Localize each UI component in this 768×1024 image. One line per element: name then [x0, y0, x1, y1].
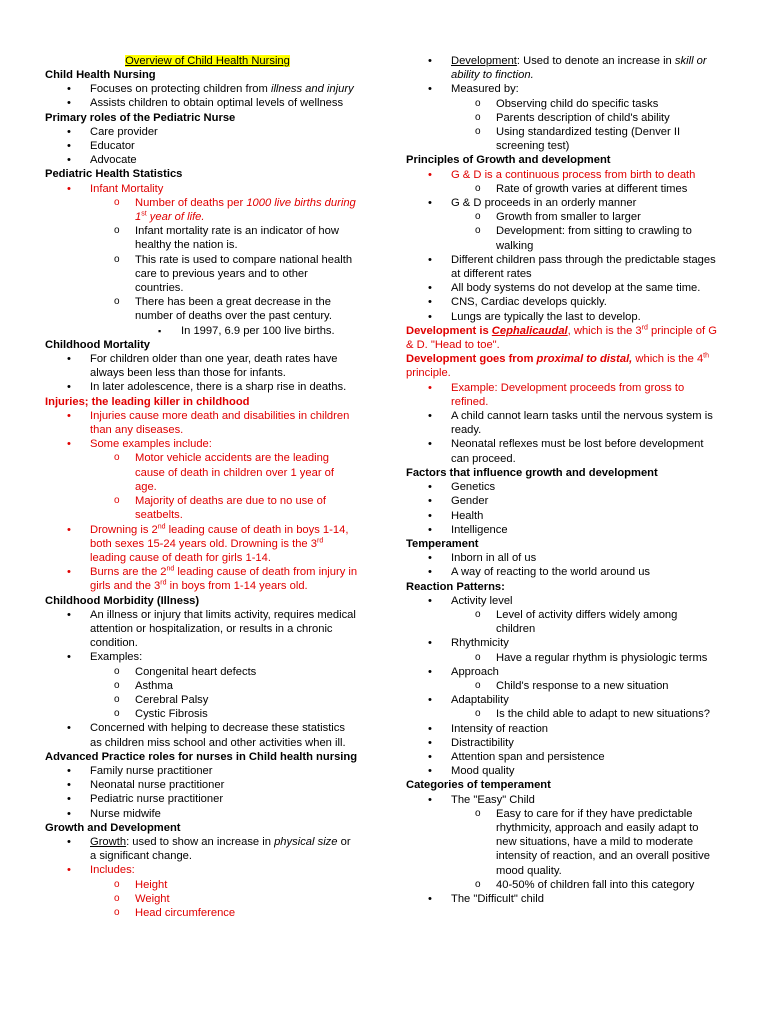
- text-run: as children miss school and other activities when ill.: [90, 736, 346, 749]
- bullet-item: [406, 665, 726, 679]
- text-run: Growth and Development: [45, 821, 181, 834]
- text-run: rd: [160, 579, 167, 587]
- bullet-item: [45, 792, 370, 806]
- sub-bullet-item: [45, 707, 370, 721]
- left-column: [45, 54, 370, 920]
- text-run: Attention span and persistence: [451, 750, 605, 763]
- section-heading: [45, 167, 370, 181]
- bullet-item: [45, 608, 370, 622]
- text-run: leading cause of death from injury in: [174, 566, 358, 579]
- bullet-item: [406, 54, 726, 68]
- bullet-item: [45, 565, 370, 579]
- text-run: condition.: [90, 637, 138, 650]
- bullet-continuation: [45, 551, 370, 565]
- bullet-item: [406, 310, 726, 324]
- bullet-item: [45, 807, 370, 821]
- text-run: Injuries; the leading killer in childhood: [45, 395, 250, 408]
- text-run: Measured by:: [451, 83, 519, 96]
- text-run: st: [141, 210, 147, 218]
- text-run: Nurse midwife: [90, 807, 161, 820]
- bullet-item: [406, 764, 726, 778]
- text-run: CNS, Cardiac develops quickly.: [451, 296, 607, 309]
- sub-bullet-continuation: [45, 466, 370, 480]
- bullet-item: [406, 437, 726, 451]
- text-run: Drowning is 2: [90, 523, 158, 536]
- sub-bullet-item: [45, 892, 370, 906]
- text-run: Using standardized testing (Denver II: [496, 126, 681, 139]
- text-run: Some examples include:: [90, 438, 212, 451]
- text-run: number of deaths over the past century.: [135, 310, 332, 323]
- bullet-item: [45, 721, 370, 735]
- sub-bullet-continuation: [45, 281, 370, 295]
- sub-bullet-item: [406, 679, 726, 693]
- sub-bullet-continuation: [406, 139, 726, 153]
- bullet-item: [45, 650, 370, 664]
- text-run: Health: [451, 509, 484, 522]
- right-lines: [406, 54, 726, 906]
- text-run: rd: [316, 536, 324, 544]
- bullet-item: [406, 82, 726, 96]
- sub-bullet-item: [45, 693, 370, 707]
- text-run: in boys from 1-14 years old.: [166, 580, 308, 593]
- text-run: can proceed.: [451, 452, 516, 465]
- sub-bullet-item: [406, 878, 726, 892]
- text-run: All body systems do not develop at the same time.: [451, 282, 701, 295]
- sub-bullet-continuation: [406, 864, 726, 878]
- text-run: healthy the nation is.: [135, 239, 238, 252]
- text-run: ability to finction.: [451, 69, 534, 82]
- text-run: girls and the 3: [90, 580, 161, 593]
- bullet-continuation: [45, 849, 370, 863]
- text-run: Motor vehicle accidents are the leading: [135, 452, 330, 465]
- text-run: Intelligence: [451, 523, 508, 536]
- bullet-item: [406, 523, 726, 537]
- text-run: In later adolescence, there is a sharp rise in deaths.: [90, 381, 347, 394]
- text-run: Child's response to a new situation: [496, 679, 669, 692]
- text-run: physical size: [274, 835, 338, 848]
- text-run: The "Easy" Child: [451, 793, 535, 806]
- text-run: Congenital heart defects: [135, 665, 257, 678]
- text-run: Approach: [451, 665, 499, 678]
- bullet-item: [406, 750, 726, 764]
- bullet-item: [45, 96, 370, 110]
- bullet-continuation: [406, 423, 726, 437]
- bullet-item: [406, 281, 726, 295]
- bullet-item: [406, 168, 726, 182]
- bullet-item: [45, 863, 370, 877]
- bullet-continuation: [45, 622, 370, 636]
- text-run: Parents description of child's ability: [496, 111, 670, 124]
- text-run: Number of deaths per: [135, 196, 247, 209]
- text-run: Child Health Nursing: [45, 69, 156, 81]
- paragraph-line: [406, 324, 726, 338]
- text-run: rd: [641, 324, 648, 332]
- bullet-continuation: [406, 267, 726, 281]
- text-run: Growth from smaller to larger: [496, 211, 641, 224]
- bullet-item: [406, 793, 726, 807]
- text-run: Childhood Morbidity (Illness): [45, 594, 200, 607]
- bullet-item: [45, 764, 370, 778]
- text-run: Majority of deaths are due to no use of: [135, 495, 326, 508]
- bullet-continuation: [45, 366, 370, 380]
- sub-bullet-item: [45, 295, 370, 309]
- bullet-item: [406, 409, 726, 423]
- text-run: Cephalicaudal: [491, 324, 568, 337]
- bullet-item: [406, 509, 726, 523]
- sub-bullet-item: [406, 651, 726, 665]
- bullet-item: [45, 139, 370, 153]
- text-run: at different rates: [451, 268, 532, 281]
- sub-bullet-item: [406, 608, 726, 622]
- text-run: There has been a great decrease in the: [135, 296, 331, 309]
- bullet-item: [45, 523, 370, 537]
- bullet-item: [406, 565, 726, 579]
- sub-bullet-continuation: [45, 267, 370, 281]
- bullet-continuation: [45, 423, 370, 437]
- sub-bullet-continuation: [406, 835, 726, 849]
- paragraph-line: [406, 366, 726, 380]
- text-run: 1000 live births during: [246, 196, 356, 209]
- bullet-item: [406, 892, 726, 906]
- bullet-item: [45, 125, 370, 139]
- sub-bullet-item: [406, 707, 726, 721]
- text-run: principle of G: [647, 324, 717, 337]
- bullet-continuation: [45, 537, 370, 551]
- sub-bullet-continuation: [45, 210, 370, 224]
- sub-bullet-item: [406, 807, 726, 821]
- text-run: Intensity of reaction: [451, 722, 549, 735]
- text-run: care to previous years and to other: [135, 267, 308, 280]
- text-run: age.: [135, 480, 157, 493]
- text-run: proximal to distal,: [536, 353, 633, 366]
- text-run: Asthma: [135, 679, 173, 692]
- sub-bullet-continuation: [406, 622, 726, 636]
- text-run: skill or: [674, 55, 707, 67]
- text-run: th: [703, 352, 710, 360]
- sub-bullet-item: [45, 224, 370, 238]
- text-run: Gender: [451, 495, 489, 508]
- title-row: [45, 54, 370, 68]
- sub-bullet-item: [45, 665, 370, 679]
- text-run: Pediatric Health Statistics: [45, 168, 183, 181]
- text-run: Primary roles of the Pediatric Nurse: [45, 111, 236, 124]
- paragraph-line: [406, 338, 726, 352]
- bullet-item: [406, 736, 726, 750]
- sub-sub-bullet-item: [45, 324, 370, 338]
- text-run: countries.: [135, 282, 184, 295]
- bullet-item: [45, 409, 370, 423]
- text-run: Childhood Mortality: [45, 338, 151, 351]
- text-run: Principles of Growth and development: [406, 154, 611, 167]
- text-run: Burns are the 2: [90, 566, 167, 579]
- text-run: Lungs are typically the last to develop.: [451, 310, 641, 323]
- text-run: Mood quality: [451, 765, 515, 778]
- section-heading: [45, 821, 370, 835]
- bullet-item: [406, 636, 726, 650]
- text-run: This rate is used to compare national health: [135, 253, 353, 266]
- bullet-item: [45, 352, 370, 366]
- text-run: Development is: [406, 324, 492, 337]
- text-run: , which is the 3: [567, 324, 642, 337]
- sub-bullet-continuation: [406, 821, 726, 835]
- text-run: Development: [451, 55, 517, 67]
- text-run: Infant Mortality: [90, 182, 164, 195]
- text-run: intensity of reaction, and an overall positive: [496, 850, 710, 863]
- text-run: leading cause of death for girls 1-14.: [90, 551, 271, 564]
- sub-bullet-item: [406, 97, 726, 111]
- text-run: nd: [166, 565, 175, 573]
- text-run: Rate of growth varies at different times: [496, 182, 688, 195]
- text-run: than any diseases.: [90, 424, 184, 437]
- text-run: Weight: [135, 892, 170, 905]
- text-run: attention or hospitalization, or results in a chronic: [90, 622, 333, 635]
- sub-bullet-item: [45, 451, 370, 465]
- text-run: walking: [496, 239, 534, 252]
- text-run: both sexes 15-24 years old. Drowning is the 3: [90, 537, 317, 550]
- text-run: Assists children to obtain optimal levels of wellness: [90, 97, 344, 110]
- paragraph-line: [406, 352, 726, 366]
- section-heading: [45, 338, 370, 352]
- text-run: In 1997, 6.9 per 100 live births.: [181, 324, 335, 337]
- text-run: Includes:: [90, 864, 135, 877]
- bullet-item: [406, 196, 726, 210]
- section-heading: [45, 395, 370, 409]
- bullet-item: [406, 494, 726, 508]
- text-run: Concerned with helping to decrease these statistics: [90, 722, 345, 735]
- text-run: Different children pass through the predictable stages: [451, 253, 716, 266]
- bullet-item: [45, 380, 370, 394]
- sub-bullet-continuation: [45, 238, 370, 252]
- bullet-item: [406, 480, 726, 494]
- bullet-continuation: [406, 395, 726, 409]
- text-run: 40-50% of children fall into this category: [496, 878, 695, 891]
- text-run: Development goes from: [406, 353, 537, 366]
- bullet-continuation: [406, 452, 726, 466]
- text-run: Example: Development proceeds from gross to: [451, 381, 685, 394]
- text-run: rhythmicity, approach and easily adapt to: [496, 821, 699, 834]
- text-run: screening test): [496, 140, 570, 153]
- sub-bullet-item: [45, 253, 370, 267]
- document-title: Overview of Child Health Nursing: [125, 55, 290, 67]
- text-run: ready.: [451, 424, 482, 437]
- sub-bullet-item: [45, 878, 370, 892]
- bullet-continuation: [406, 68, 726, 82]
- bullet-continuation: [45, 736, 370, 750]
- sub-bullet-item: [45, 196, 370, 210]
- text-run: Development: from sitting to crawling to: [496, 225, 692, 238]
- text-run: Care provider: [90, 125, 158, 138]
- text-run: mood quality.: [496, 864, 562, 877]
- text-run: For children older than one year, death rates have: [90, 353, 338, 366]
- text-run: a significant change.: [90, 850, 192, 863]
- text-run: Temperament: [406, 537, 479, 550]
- section-heading: [406, 153, 726, 167]
- sub-bullet-continuation: [45, 508, 370, 522]
- text-run: : Used to denote an increase in: [516, 55, 675, 67]
- text-run: G & D proceeds in an orderly manner: [451, 197, 637, 210]
- section-heading: [406, 778, 726, 792]
- text-run: illness and injury: [270, 83, 354, 96]
- text-run: Rhythmicity: [451, 637, 509, 650]
- sub-bullet-continuation: [45, 309, 370, 323]
- text-run: Cystic Fibrosis: [135, 708, 208, 721]
- text-run: Genetics: [451, 481, 496, 494]
- text-run: Height: [135, 878, 168, 891]
- text-run: Family nurse practitioner: [90, 764, 213, 777]
- text-run: An illness or injury that limits activity, requires medical: [90, 608, 356, 621]
- text-run: new situations, have a mild to moderate: [496, 836, 694, 849]
- section-heading: [406, 537, 726, 551]
- text-run: cause of death in children over 1 year of: [135, 466, 335, 479]
- sub-bullet-item: [406, 125, 726, 139]
- bullet-item: [406, 551, 726, 565]
- text-run: Neonatal nurse practitioner: [90, 779, 225, 792]
- text-run: refined.: [451, 395, 489, 408]
- text-run: Injuries cause more death and disabilities in children: [90, 409, 350, 422]
- section-heading: [45, 750, 370, 764]
- text-run: Activity level: [451, 594, 513, 607]
- text-run: Advanced Practice roles for nurses in Child health nursing: [45, 750, 358, 763]
- section-heading: [406, 580, 726, 594]
- right-column: [406, 54, 726, 906]
- text-run: Cerebral Palsy: [135, 693, 209, 706]
- text-run: Observing child do specific tasks: [496, 97, 659, 110]
- bullet-continuation: [45, 636, 370, 650]
- text-run: always been less than those for infants.: [90, 367, 286, 380]
- text-run: The "Difficult" child: [451, 892, 544, 905]
- bullet-item: [406, 693, 726, 707]
- text-run: Inborn in all of us: [451, 552, 537, 565]
- text-run: Neonatal reflexes must be lost before development: [451, 438, 704, 451]
- sub-bullet-item: [45, 494, 370, 508]
- text-run: Adaptability: [451, 694, 509, 707]
- sub-bullet-continuation: [45, 480, 370, 494]
- text-run: Categories of temperament: [406, 779, 551, 792]
- text-run: Infant mortality rate is an indicator of how: [135, 225, 339, 238]
- text-run: Have a regular rhythm is physiologic terms: [496, 651, 708, 664]
- sub-bullet-item: [45, 679, 370, 693]
- section-heading: [45, 594, 370, 608]
- text-run: seatbelts.: [135, 509, 183, 522]
- text-run: Focuses on protecting children from: [90, 83, 271, 96]
- text-run: Head circumference: [135, 906, 236, 919]
- bullet-continuation: [45, 579, 370, 593]
- section-heading: [406, 466, 726, 480]
- bullet-item: [45, 835, 370, 849]
- text-run: Factors that influence growth and development: [406, 466, 658, 479]
- text-run: Educator: [90, 140, 135, 153]
- text-run: Growth: [90, 835, 127, 848]
- text-run: Distractibility: [451, 736, 514, 749]
- bullet-item: [406, 253, 726, 267]
- text-run: & D. "Head to toe".: [406, 339, 500, 352]
- text-run: or: [337, 835, 351, 848]
- text-run: A way of reacting to the world around us: [451, 566, 651, 579]
- text-run: A child cannot learn tasks until the nervous system is: [451, 410, 713, 423]
- left-lines: [45, 68, 370, 920]
- text-run: year of life.: [146, 211, 205, 224]
- text-run: which is the 4: [632, 353, 704, 366]
- text-run: children: [496, 623, 536, 636]
- bullet-item: [45, 437, 370, 451]
- bullet-item: [45, 778, 370, 792]
- text-run: G & D is a continuous process from birth to death: [451, 168, 696, 181]
- bullet-item: [406, 722, 726, 736]
- sub-bullet-item: [406, 224, 726, 238]
- sub-bullet-item: [45, 906, 370, 920]
- text-run: Level of activity differs widely among: [496, 608, 678, 621]
- bullet-item: [45, 182, 370, 196]
- section-heading: [45, 111, 370, 125]
- text-run: Pediatric nurse practitioner: [90, 793, 224, 806]
- bullet-item: [45, 82, 370, 96]
- bullet-item: [406, 295, 726, 309]
- text-run: Reaction Patterns:: [406, 580, 505, 593]
- section-heading: [45, 68, 370, 82]
- text-run: Easy to care for if they have predictable: [496, 807, 693, 820]
- text-run: nd: [157, 522, 166, 530]
- text-run: 1: [135, 211, 142, 224]
- sub-bullet-item: [406, 182, 726, 196]
- bullet-item: [406, 381, 726, 395]
- sub-bullet-item: [406, 210, 726, 224]
- text-run: Is the child able to adapt to new situations?: [496, 708, 710, 721]
- text-run: Examples:: [90, 651, 143, 664]
- text-run: Advocate: [90, 154, 137, 167]
- bullet-item: [45, 153, 370, 167]
- sub-bullet-continuation: [406, 849, 726, 863]
- text-run: : used to show an increase in: [126, 835, 275, 848]
- sub-bullet-continuation: [406, 239, 726, 253]
- sub-bullet-item: [406, 111, 726, 125]
- bullet-item: [406, 594, 726, 608]
- text-run: principle.: [406, 367, 451, 380]
- text-run: leading cause of death in boys 1-14,: [165, 523, 349, 536]
